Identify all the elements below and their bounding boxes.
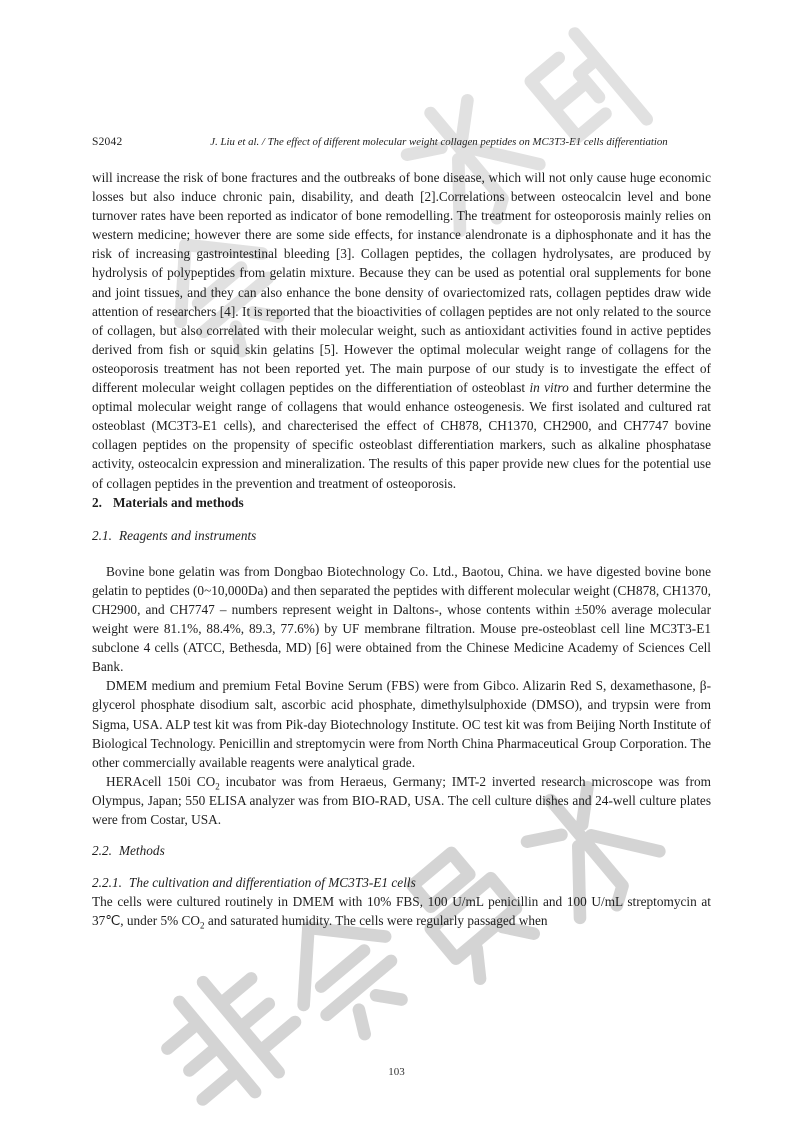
heading-number: 2.2.	[92, 843, 112, 859]
heading-title: The cultivation and differentiation of MC3T3-E1 cells	[128, 875, 416, 891]
instruments-text-after: incubator was from Heraeus, Germany; IMT-2 inverted research microscope was from Olympus, Japan; 550 ELISA analyzer was from BIO-RAD, USA. The cell culture dishes and 24-well culture plates were from Costar, USA.	[92, 773, 711, 827]
paragraph-reagents-sources: Bovine bone gelatin was from Dongbao Biotechnology Co. Ltd., Baotou, China. we have digested bovine bone gelatin to peptides (0~10,000Da) and then separated the peptides with different molecular weight (CH878, CH1370, CH2900, and CH7747 – numbers represent weight in Daltons-, whose contents within ±50% average molecular weight were 81.1%, 88.4%, 89.3, 77.6%) by UF membrane filtration. Mouse pre-osteoblast cell line MC3T3-E1 subclone 4 cells (ATCC, Bethesda, MD) [6] were obtained from the Chinese Medicine Academy of Sciences Cell Bank.	[92, 563, 711, 675]
article-id: S2042	[92, 136, 123, 148]
instruments-subscript: 2	[215, 781, 220, 792]
heading-materials-and-methods	[92, 493, 711, 512]
heading-number: 2.1.	[92, 527, 112, 543]
heading-reagents-and-instruments	[92, 526, 711, 545]
heading-cultivation	[92, 873, 711, 892]
page-number: 103	[388, 1066, 405, 1078]
intro-text-before: will increase the risk of bone fractures and the outbreaks of bone disease, which will not only cause huge economic losses but also induce chronic pain, disability, and death [2].Correlations between osteocalcin level and bone turnover rates have been reported as indicator of bone remodelling. The treatment for osteoporosis mainly relies on western medicine; however there are some side effects, for instance alendronate is a diphosphonate and it has the risk of increasing gastrointestinal bleeding [3]. Collagen peptides, the collagen hydrolysates, are produced by hydrolysis of polypeptides from gelatin mixture. Because they can be used as potential oral supplements for bone and joint tissues, and they can also enhance the bone density of ovariectomized rats, collagen peptides draw wide attention of researchers [4]. It is reported that the bioactivities of collagen peptides are not only related to the source of collagen, but also correlated with their molecular weight, such as antioxidant activities found in active peptides derived from fish or squid skin gelatins [5]. However the optimal molecular weight range of collagens for the osteoporosis treatment has not been reported yet. The main purpose of our study is to investigate the effect of different molecular weight collagen peptides on the differentiation of osteoblast	[92, 170, 711, 396]
article-body	[92, 168, 711, 930]
paragraph-instruments	[92, 772, 711, 829]
cultivation-text-before: The cells were cultured routinely in DMEM with 10% FBS, 100 U/mL penicillin and 100 U/mL streptomycin at 37℃, under 5% CO	[92, 894, 711, 929]
running-header	[92, 136, 712, 148]
intro-text-after: and further determine the optimal molecular weight range of collagens that would enhance osteogenesis. We first isolated and cultured rat osteoblast (MC3T3-E1 cells), and charecterised the effect of CH878, CH1370, CH2900, and CH7747 bovine collagen peptides on the propensity of specific osteoblast differentiation markers, such as alkaline phosphatase activity, osteocalcin expression and mineralization. The results of this paper provide new clues for the potential use of collagen peptides in the prevention and treatment of osteoporosis.	[92, 380, 711, 491]
instruments-text-before: HERAcell 150i CO	[106, 773, 216, 789]
heading-methods	[92, 841, 711, 860]
intro-italic-phrase: in vitro	[529, 380, 569, 396]
heading-title: Methods	[118, 843, 165, 859]
heading-number: 2.	[92, 494, 102, 510]
heading-number: 2.2.1.	[92, 875, 122, 891]
paragraph-intro	[92, 168, 711, 493]
watermark-glyph-fei	[145, 953, 313, 1120]
paragraph-chemical-sources: DMEM medium and premium Fetal Bovine Serum (FBS) were from Gibco. Alizarin Red S, dexamethasone, β-glycerol phosphate disodium salt, ascorbic acid phosphate, dimethylsulphoxide (DMSO), and trypsin were from Sigma, USA. ALP test kit was from Pik-day Biotechnology Institute. OC test kit was from Beijing North Institute of Biological Technology. Penicillin and streptomycin were from North China Pharmaceutical Group Corporation. The other commercially available reagents were analytical grade.	[92, 678, 711, 770]
heading-title: Materials and methods	[112, 494, 244, 510]
cultivation-text-after: and saturated humidity. The cells were regularly passaged when	[204, 913, 548, 929]
paragraph-cultivation	[92, 892, 711, 930]
running-title: J. Liu et al. / The effect of different molecular weight collagen peptides on MC3T3-E1 cells differentiation	[210, 136, 668, 148]
heading-title: Reagents and instruments	[118, 527, 257, 543]
cultivation-subscript: 2	[200, 921, 205, 932]
